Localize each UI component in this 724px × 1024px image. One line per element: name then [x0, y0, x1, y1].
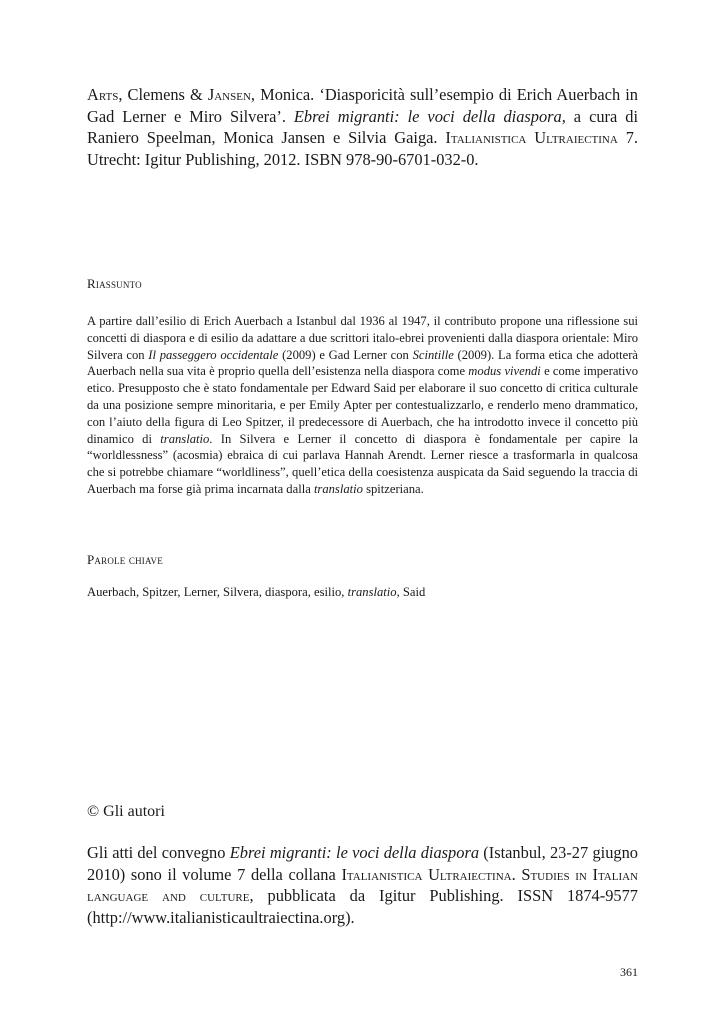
abstract-text: . In Silvera e Lerner il concetto di diaspora è fondamentale per capire la “worldlessness” (acosmia) ebraica di cui parlava Hannah Arendt. Lerner riesce a trasformarla in qualcosa che si potrebbe chiamare “worldliness”, quell’etica della coesistenza auspicata da Said seguendo la traccia di Auerbach ma forse già prima incarnata dalla: [87, 431, 638, 496]
citation-text: 7. Utrecht: Igitur Publishing, 2012. ISBN 978-90-6701-032-0.: [87, 128, 639, 169]
abstract-italic: Scintille: [412, 347, 454, 362]
abstract-italic: translatio: [160, 431, 210, 446]
author-surname: Jansen: [207, 85, 251, 104]
colophon-series: Italianistica Ultraiectina. Studies in Italian language and culture: [87, 864, 639, 905]
page-number: 361: [620, 965, 638, 979]
citation-text: , a cura di Raniero Speelman, Monica Jansen e Silvia Gaiga.: [87, 106, 638, 147]
colophon: [87, 842, 638, 928]
keywords-text: Auerbach, Spitzer, Lerner, Silvera, diaspora, esilio,: [87, 585, 348, 599]
abstract-text: spitzeriana.: [362, 481, 424, 496]
series-title: Italianistica Ultraiectina: [445, 128, 618, 147]
colophon-text: , pubblicata da Igitur Publishing. ISSN 1874-9577 (http://www.italianisticaultraiectina.org).: [87, 886, 638, 927]
abstract-italic: Il passeggero occidentale: [148, 347, 279, 362]
abstract-text: e come imperativo etico. Presupposto che è stato fondamentale per Edward Said per elaborare il suo concetto di critica culturale da una posizione sempre minoritaria, e per Emily Apter per contestualizzarlo, e renderlo meno drammatico, con l’aiuto della figura di Leo Spitzer, il predecessore di Auerbach, che ha introdotto invece il concetto più dinamico di: [87, 364, 638, 446]
abstract-italic: modus vivendi: [468, 364, 541, 379]
keywords-heading: Parole chiave: [87, 552, 163, 567]
citation-text: , Clemens &: [118, 85, 208, 104]
keywords-text: , Said: [396, 585, 426, 599]
colophon-text: (Istanbul, 23-27 giugno 2010) sono il volume 7 della collana: [87, 843, 638, 884]
abstract-body: [87, 313, 638, 498]
colophon-text: Gli atti del convegno: [87, 843, 230, 862]
abstract-heading: Riassunto: [87, 276, 142, 291]
colophon-italic: Ebrei migranti: le voci della diaspora: [229, 843, 480, 862]
author-surname: Arts: [87, 85, 119, 104]
abstract-italic: translatio: [313, 481, 363, 496]
bibliographic-citation: [87, 84, 638, 170]
citation-text: , Monica. ‘Diasporicità sull’esempio di Erich Auerbach in Gad Lerner e Miro Silvera’.: [87, 85, 638, 126]
keywords-list: [87, 584, 638, 601]
abstract-text: A partire dall’esilio di Erich Auerbach a Istanbul dal 1936 al 1947, il contributo propone una riflessione sui concetti di diaspora e di esilio da adattare a due scrittori italo-ebrei provenienti dalla diaspora orientale: Miro Silvera con: [87, 314, 638, 362]
keywords-italic: translatio: [347, 585, 397, 599]
book-title: Ebrei migranti: le voci della diaspora: [293, 106, 562, 126]
copyright-notice: © Gli autori: [87, 803, 165, 820]
abstract-text: (2009). La forma etica che adotterà Auerbach nella sua vita è proprio quella dell’esistenza nella diaspora come: [87, 347, 639, 379]
abstract-text: (2009) e Gad Lerner con: [278, 347, 413, 362]
